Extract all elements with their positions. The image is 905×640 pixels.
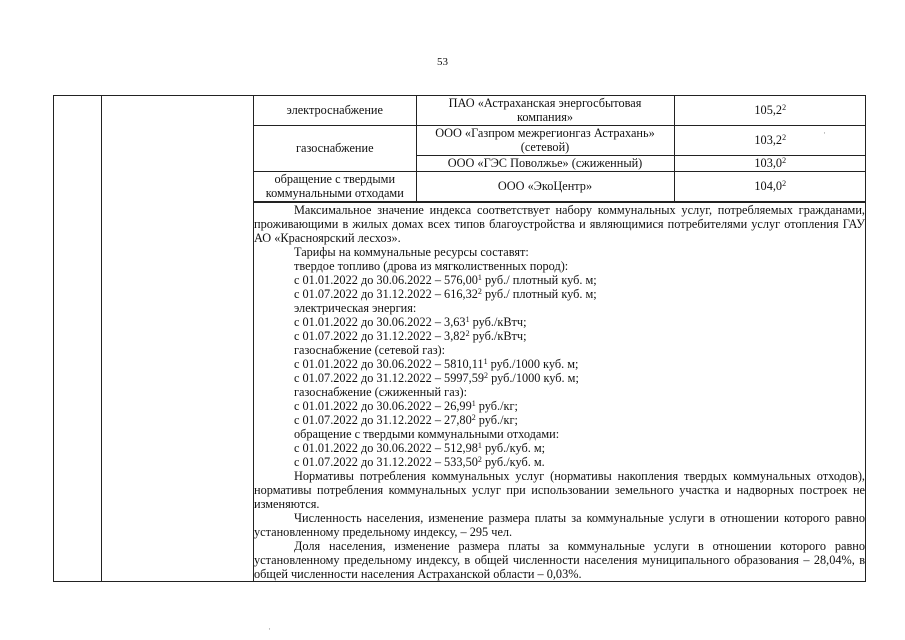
- norms-paragraph: Нормативы потребления коммунальных услуг (нормативы накопления твердых коммунальных отходов), нормативы потребления коммунальных услуг при использовании земельного участка и надворных построек не изменяются.: [254, 468, 865, 511]
- provider-name: ООО «Газпром межрегионгаз Астрахань» (сетевой): [416, 125, 674, 155]
- max-index-paragraph: Максимальное значение индекса соответствует набору коммунальных услуг, потребляемых гражданами, проживающими в жилых домах всех типов благоустройства и являющимися потребителями услуг отопления ГАУ АО «Красноярский лесхоз».: [254, 202, 865, 245]
- tariff-line: с 01.07.2022 до 31.12.2022 – 5997,59$^2$ руб./1000 куб. м;: [294, 370, 579, 385]
- explanation-text-cell: [254, 202, 866, 581]
- share-paragraph: Доля населения, изменение размера платы за коммунальные услуги в отношении которого равно установленному предельному индексу, в общей численности населения муниципального образования – 28,04%, в общей численности населения Астраханской области – 0,03%.: [254, 538, 865, 581]
- tariff-line: с 01.01.2022 до 30.06.2022 – 576,00$^1$ руб./ плотный куб. м;: [294, 272, 597, 287]
- empty-municipality-cell: [102, 96, 254, 582]
- tariff-line: с 01.07.2022 до 31.12.2022 – 3,82$^2$ руб./кВтч;: [294, 328, 527, 343]
- tariff-heading: электрическая энергия:: [294, 300, 417, 315]
- tariff-heading: газоснабжение (сетевой газ):: [294, 342, 446, 357]
- tariff-heading: газоснабжение (сжиженный газ):: [294, 384, 468, 399]
- table-row: [254, 171, 866, 201]
- tariff-line: с 01.07.2022 до 31.12.2022 – 533,50$^2$ руб./куб. м.: [294, 454, 545, 469]
- population-paragraph: Численность населения, изменение размера платы за коммунальные услуги в отношении которого равно установленному предельному индексу, – 295 чел.: [254, 510, 865, 539]
- municipal-indices-table: [53, 95, 866, 582]
- service-name: газоснабжение: [254, 125, 416, 171]
- tariff-heading: обращение с твердыми коммунальными отходами:: [294, 426, 560, 441]
- scan-speck: ·: [268, 624, 271, 634]
- service-name: электроснабжение: [254, 95, 416, 125]
- table-row: [54, 96, 866, 203]
- services-cell: [254, 96, 866, 203]
- table-row: [254, 125, 866, 155]
- tariff-line: с 01.01.2022 до 30.06.2022 – 5810,11$^1$ руб./1000 куб. м;: [294, 356, 579, 371]
- tariff-heading: твердое топливо (дрова из мягколиственных пород):: [294, 258, 569, 273]
- index-value: 105,2$^2$: [674, 95, 866, 125]
- provider-name: ООО «ЭкоЦентр»: [416, 171, 674, 201]
- index-value: 103,0$^2$: [674, 155, 866, 171]
- index-value: 104,0$^2$: [674, 171, 866, 201]
- tariffs-intro: Тарифы на коммунальные ресурсы составят:: [294, 244, 529, 259]
- index-value: 103,2$^2$: [674, 125, 866, 155]
- tariff-line: с 01.01.2022 до 30.06.2022 – 26,99$^1$ руб./кг;: [294, 398, 518, 413]
- tariff-line: с 01.01.2022 до 30.06.2022 – 512,98$^1$ руб./куб. м;: [294, 440, 546, 455]
- tariff-line: с 01.01.2022 до 30.06.2022 – 3,63$^1$ руб./кВтч;: [294, 314, 527, 329]
- scan-speck: ·: [823, 128, 826, 138]
- page-number: 53: [437, 56, 448, 68]
- service-name: обращение с твердыми коммунальными отходами: [254, 171, 416, 201]
- provider-name: ПАО «Астраханская энергосбытовая компания»: [416, 95, 674, 125]
- tariff-line: с 01.07.2022 до 31.12.2022 – 616,32$^2$ руб./ плотный куб. м;: [294, 286, 597, 301]
- table-row: [254, 95, 866, 125]
- provider-name: ООО «ГЭС Поволжье» (сжиженный): [416, 155, 674, 171]
- tariff-line: с 01.07.2022 до 31.12.2022 – 27,80$^2$ руб./кг;: [294, 412, 518, 427]
- empty-number-cell: [54, 96, 102, 582]
- services-table: [254, 95, 866, 202]
